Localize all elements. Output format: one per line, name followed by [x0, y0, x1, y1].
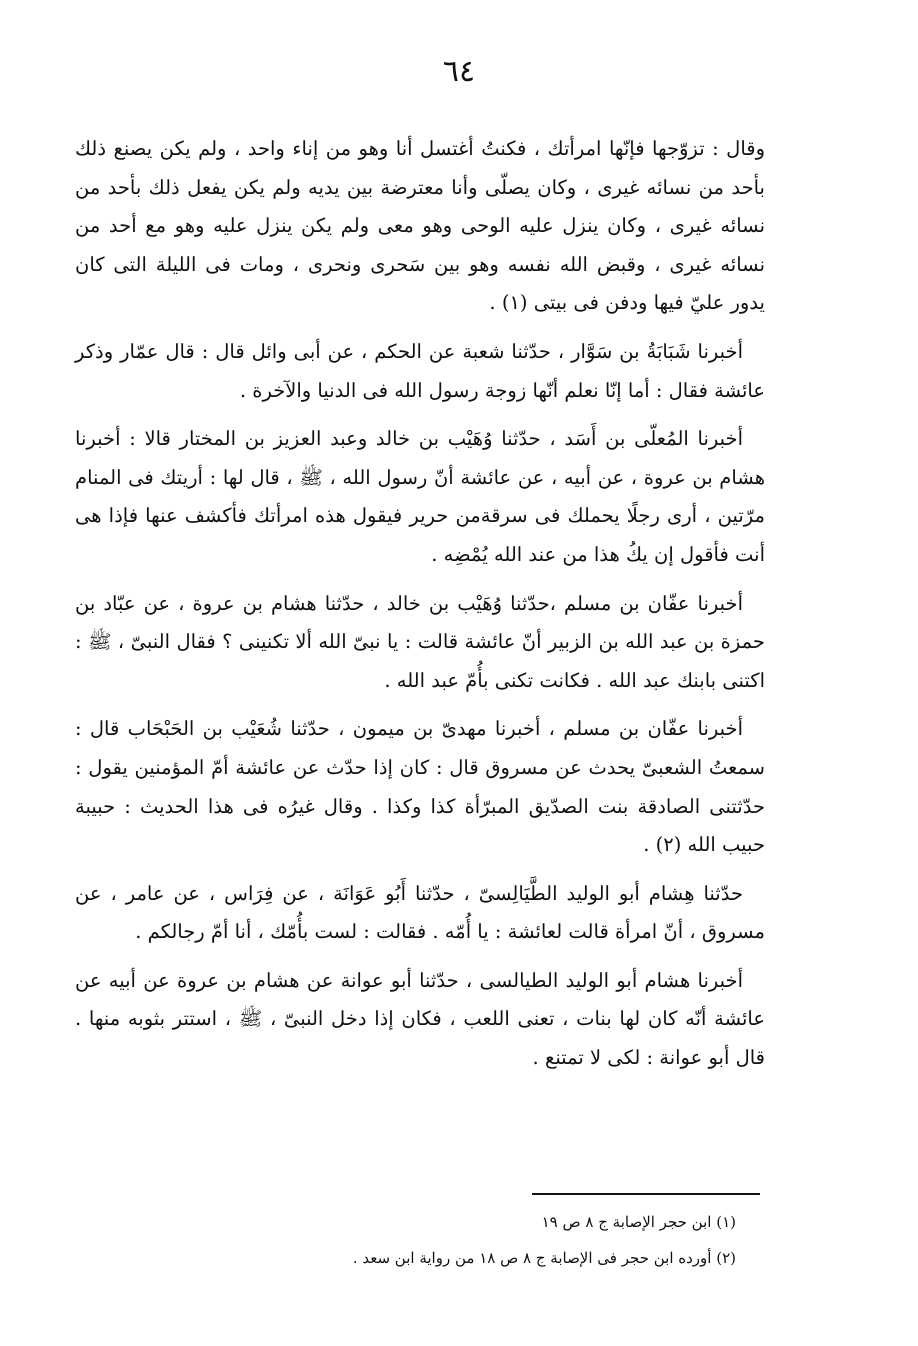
text-line: أخبرنا هشام بن عروة ، عن أبيه ، عن عائشة أنّ رسول الله ، ﷺ ، قال لها : [75, 427, 765, 489]
text-line: حدّثنا هِشام أبو الوليد الطَّيَالِسىّ ، حدّثنا أَبُو عَوَانَة ، عن فِرَاس ، عن عامر ، عن [75, 881, 743, 905]
paragraph [75, 333, 765, 410]
text-line: أخبرنا شَبَابَةُ بن سَوَّار ، حدّثنا شعبة عن الحكم ، عن أبى وائل قال : قال عمّار [120, 339, 743, 363]
text-line: وذكر عائشة فقال : أما إنّا نعلم أنّها زوجة رسول الله فى الدنيا والآخرة . [75, 339, 765, 402]
paragraph [75, 710, 765, 864]
page-number: ٦٤ [442, 54, 476, 89]
text-line: أخبرنا هشام أبو الوليد الطيالسى ، حدّثنا أبو عوانة عن هشام بن عروة عن أبيه [108, 968, 744, 992]
paragraph [75, 420, 765, 574]
text-line: يفعل ذلك بأحد من نسائه غيرى ، وكان ينزل عليه الوحى وهو معى ولم يكن [75, 175, 765, 238]
paragraph [75, 962, 765, 1078]
text-line: وقال : تزوّجها فإنّها امرأتك ، فكنتُ أغتسل أنا وهو من إناء واحد ، ولم يكن [159, 137, 765, 160]
text-line: أخبرنا المُعلّى بن أَسَد ، حدّثنا وُهَيْب بن خالد وعبد العزيز بن المختار قالا : [129, 427, 744, 451]
text-line: فأكشف عنها فإذا هى أنت فأقول إن يكُ هذا من عند الله يُمْضِه . [75, 504, 765, 566]
text-line: يصنع ذلك بأحد من نسائه غيرى ، وكان يصلّى وأنا معترضة بين يديه ولم يكن [75, 137, 765, 199]
text-line: مسروق ، أنّ امرأة قالت لعائشة : يا أُمّه . فقالت : لست بأُمّك ، أنا أمّ رجالكم . [135, 920, 765, 944]
text-line: بثوبه منها . قال أبو عوانة : لكى لا تمتنع . [75, 1007, 765, 1070]
text-line: قال : سمعتُ الشعبىّ يحدث عن مسروق قال : كان إذا حدّث عن عائشة أمّ [75, 717, 766, 779]
paragraph [75, 875, 765, 952]
paragraph [75, 585, 765, 701]
text-line: ونحرى ، ومات فى الليلة التى كان يدور عليّ فيها ودفن فى بيتى (١) . [75, 252, 765, 315]
paragraph [75, 130, 765, 323]
text-line: ينزل عليه وهو مع أحد من نسائه غيرى ، وقبض الله نفسه وهو بين سَحرى [75, 214, 766, 276]
text-line: أريتك فى المنام مرّتين ، أرى رجلًا يحملك فى سرقةمن حرير فيقول هذه امرأتك [75, 465, 765, 528]
text-line: هذا الحديث : حبيبة حبيب الله (٢) . [75, 794, 765, 857]
footnote: (٢) أورده ابن حجر فى الإصابة ج ٨ ص ١٨ من رواية ابن سعد . [352, 1249, 736, 1267]
text-line: النبىّ ، ﷺ : اكتنى بابنك عبد الله . فكانت تكنى بأُمّ عبد الله . [75, 630, 765, 692]
footnote: (١) ابن حجر الإصابة ج ٨ ص ١٩ [541, 1213, 736, 1231]
text-line: عبّاد بن حمزة بن عبد الله بن الزبير أنّ عائشة قالت : يا نبىّ الله ألا تكنينى ؟ فقال [75, 591, 765, 654]
text-line: أخبرنا عفّان بن مسلم ،حدّثنا وُهَيْب بن خالد ، حدّثنا هشام بن عروة ، عن [143, 591, 743, 615]
footnotes [150, 1204, 736, 1276]
text-line: عن عائشة أنّه كان لها بنات ، تعنى اللعب ، فكان إذا دخل النبىّ ، ﷺ ، استتر [75, 968, 765, 1031]
main-text [75, 130, 765, 1078]
text-line: المؤمنين يقول : حدّثتنى الصادقة بنت الصدّيق المبرّأة كذا وكذا . وقال غيرُه فى [75, 755, 765, 818]
text-line: أخبرنا عفّان بن مسلم ، أخبرنا مهدىّ بن ميمون ، حدّثنا شُعَيْب بن الحَبْحَاب [127, 717, 743, 741]
footnote-divider [532, 1193, 760, 1195]
